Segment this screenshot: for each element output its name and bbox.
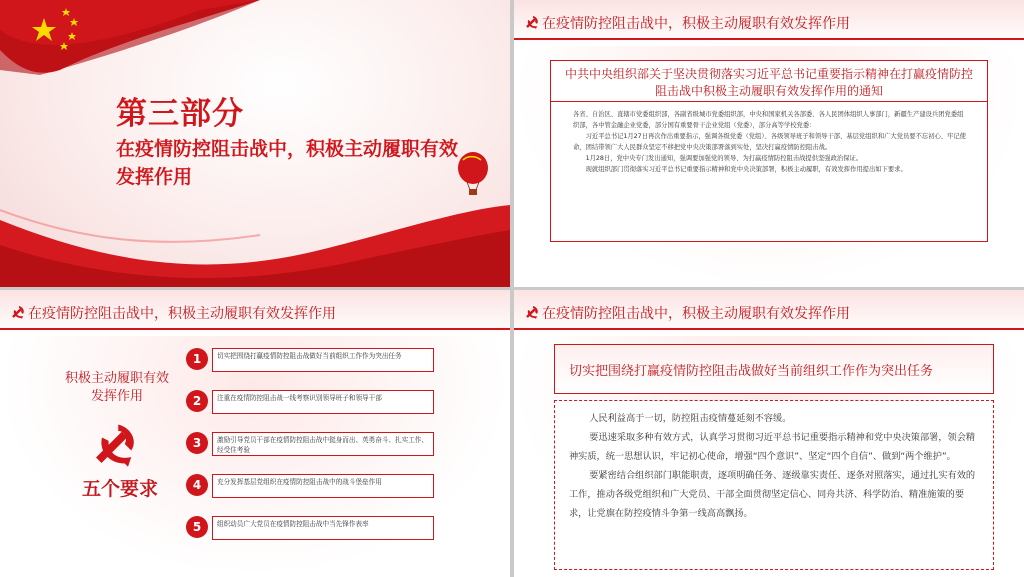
slide-4-task-detail[interactable] <box>514 290 1024 577</box>
slide-header-title: 在疫情防控阻击战中，积极主动履职有效发挥作用 <box>28 306 336 322</box>
five-requirements-title: 五个要求 <box>81 478 158 500</box>
header-divider <box>514 38 1024 40</box>
section-title: 第三部分 <box>116 96 244 132</box>
notice-title-line-2: 阻击战中积极主动履职有效发挥作用的通知 <box>654 84 883 98</box>
task-content-box <box>554 400 994 570</box>
task-paragraph: 人民利益高于一切，防控阻击疫情蔓延刻不容缓。 <box>589 413 792 424</box>
red-flag-icon <box>0 0 260 80</box>
item-number: 4 <box>186 474 208 496</box>
item-text: 充分发挥基层党组织在疫情防控阻击战中的战斗堡垒作用 <box>212 474 434 498</box>
slide-2-notice[interactable] <box>514 0 1024 287</box>
task-banner-text: 切实把围绕打赢疫情防控阻击战做好当前组织工作作为突出任务 <box>569 364 934 379</box>
item-number: 2 <box>186 390 208 412</box>
left-title: 积极主动履职有效发挥作用 <box>64 371 169 404</box>
red-ribbon-decoration <box>0 190 510 287</box>
notice-paragraph: 习近平总书记1月27日再次作出重要指示，强调各级党委（党组）、各级领导班子和领导干部、基层党组织和广大党员要不忘初心、牢记使命，团结带领广大人民群众坚定不移把党中央决策部署落到实处，坚决打赢疫情防控阻击战。 <box>573 133 966 151</box>
notice-title-line-1: 中共中央组织部关于坚决贯彻落实习近平总书记重要指示精神在打赢疫情防控 <box>564 67 973 81</box>
notice-title <box>551 66 987 100</box>
task-body <box>569 409 979 523</box>
party-emblem-icon <box>524 14 540 30</box>
notice-paragraph: 1月28日，党中央专门发出通知，强调要加强党的领导、为打赢疫情防控阻击战提供坚强政治保证。 <box>585 155 863 162</box>
section-subtitle: 在疫情防控阻击战中，积极主动履职有效发挥作用 <box>116 138 459 188</box>
item-text: 激励引导党员干部在疫情防控阻击战中挺身而出、英勇奋斗、扎实工作、经受住考验 <box>212 432 434 456</box>
item-number: 5 <box>186 516 208 538</box>
slide-header-title: 在疫情防控阻击战中，积极主动履职有效发挥作用 <box>542 16 850 32</box>
task-paragraph: 要迅速采取多种有效方式，认真学习贯彻习近平总书记重要指示精神和党中央决策部署，领会精神实质，统一思想认识，牢记初心使命，增强“四个意识”、坚定“四个自信”、做到“两个维护”。 <box>569 432 976 462</box>
item-text: 注重在疫情防控阻击战一线考察识别领导班子和领导干部 <box>212 390 434 414</box>
task-paragraph: 要紧密结合组织部门职能职责，逐项明确任务、逐级靠实责任、逐条对照落实，通过扎实有效的工作，推动各级党组织和广大党员、干部全面贯彻坚定信心、同舟共济、科学防治、精准施策的要求，让党旗在防控疫情斗争第一线高高飘扬。 <box>569 470 976 519</box>
notice-paragraph: 现就组织部门贯彻落实习近平总书记重要指示精神和党中央决策部署，积极主动履职，有效发挥作用提出如下要求。 <box>585 166 907 173</box>
header-divider <box>0 328 510 330</box>
item-text: 切实把围绕打赢疫情防控阻击战做好当前组织工作作为突出任务 <box>212 348 434 372</box>
slide-1-cover[interactable] <box>0 0 510 287</box>
item-number: 3 <box>186 432 208 454</box>
notice-body <box>573 109 968 175</box>
notice-paragraph: 各省、自治区、直辖市党委组织部，各副省级城市党委组织部，中央和国家机关各部委、各人民团体组织人事部门，新疆生产建设兵团党委组织部，各中管金融企业党委，部分国有重要骨干企业党组（党委），部分高等学校党委： <box>573 111 964 129</box>
party-emblem-icon <box>524 304 540 320</box>
item-number: 1 <box>186 348 208 370</box>
notice-panel <box>550 60 988 242</box>
item-text: 组织动员广大党员在疫情防控阻击战中当先锋作表率 <box>212 516 434 540</box>
notice-divider <box>551 101 987 102</box>
slide-header-title: 在疫情防控阻击战中，积极主动履职有效发挥作用 <box>542 306 850 322</box>
slide-3-five-requirements[interactable] <box>0 290 510 577</box>
party-emblem-icon <box>89 418 141 470</box>
task-banner <box>554 344 994 394</box>
party-emblem-icon <box>10 304 26 320</box>
header-divider <box>514 328 1024 330</box>
